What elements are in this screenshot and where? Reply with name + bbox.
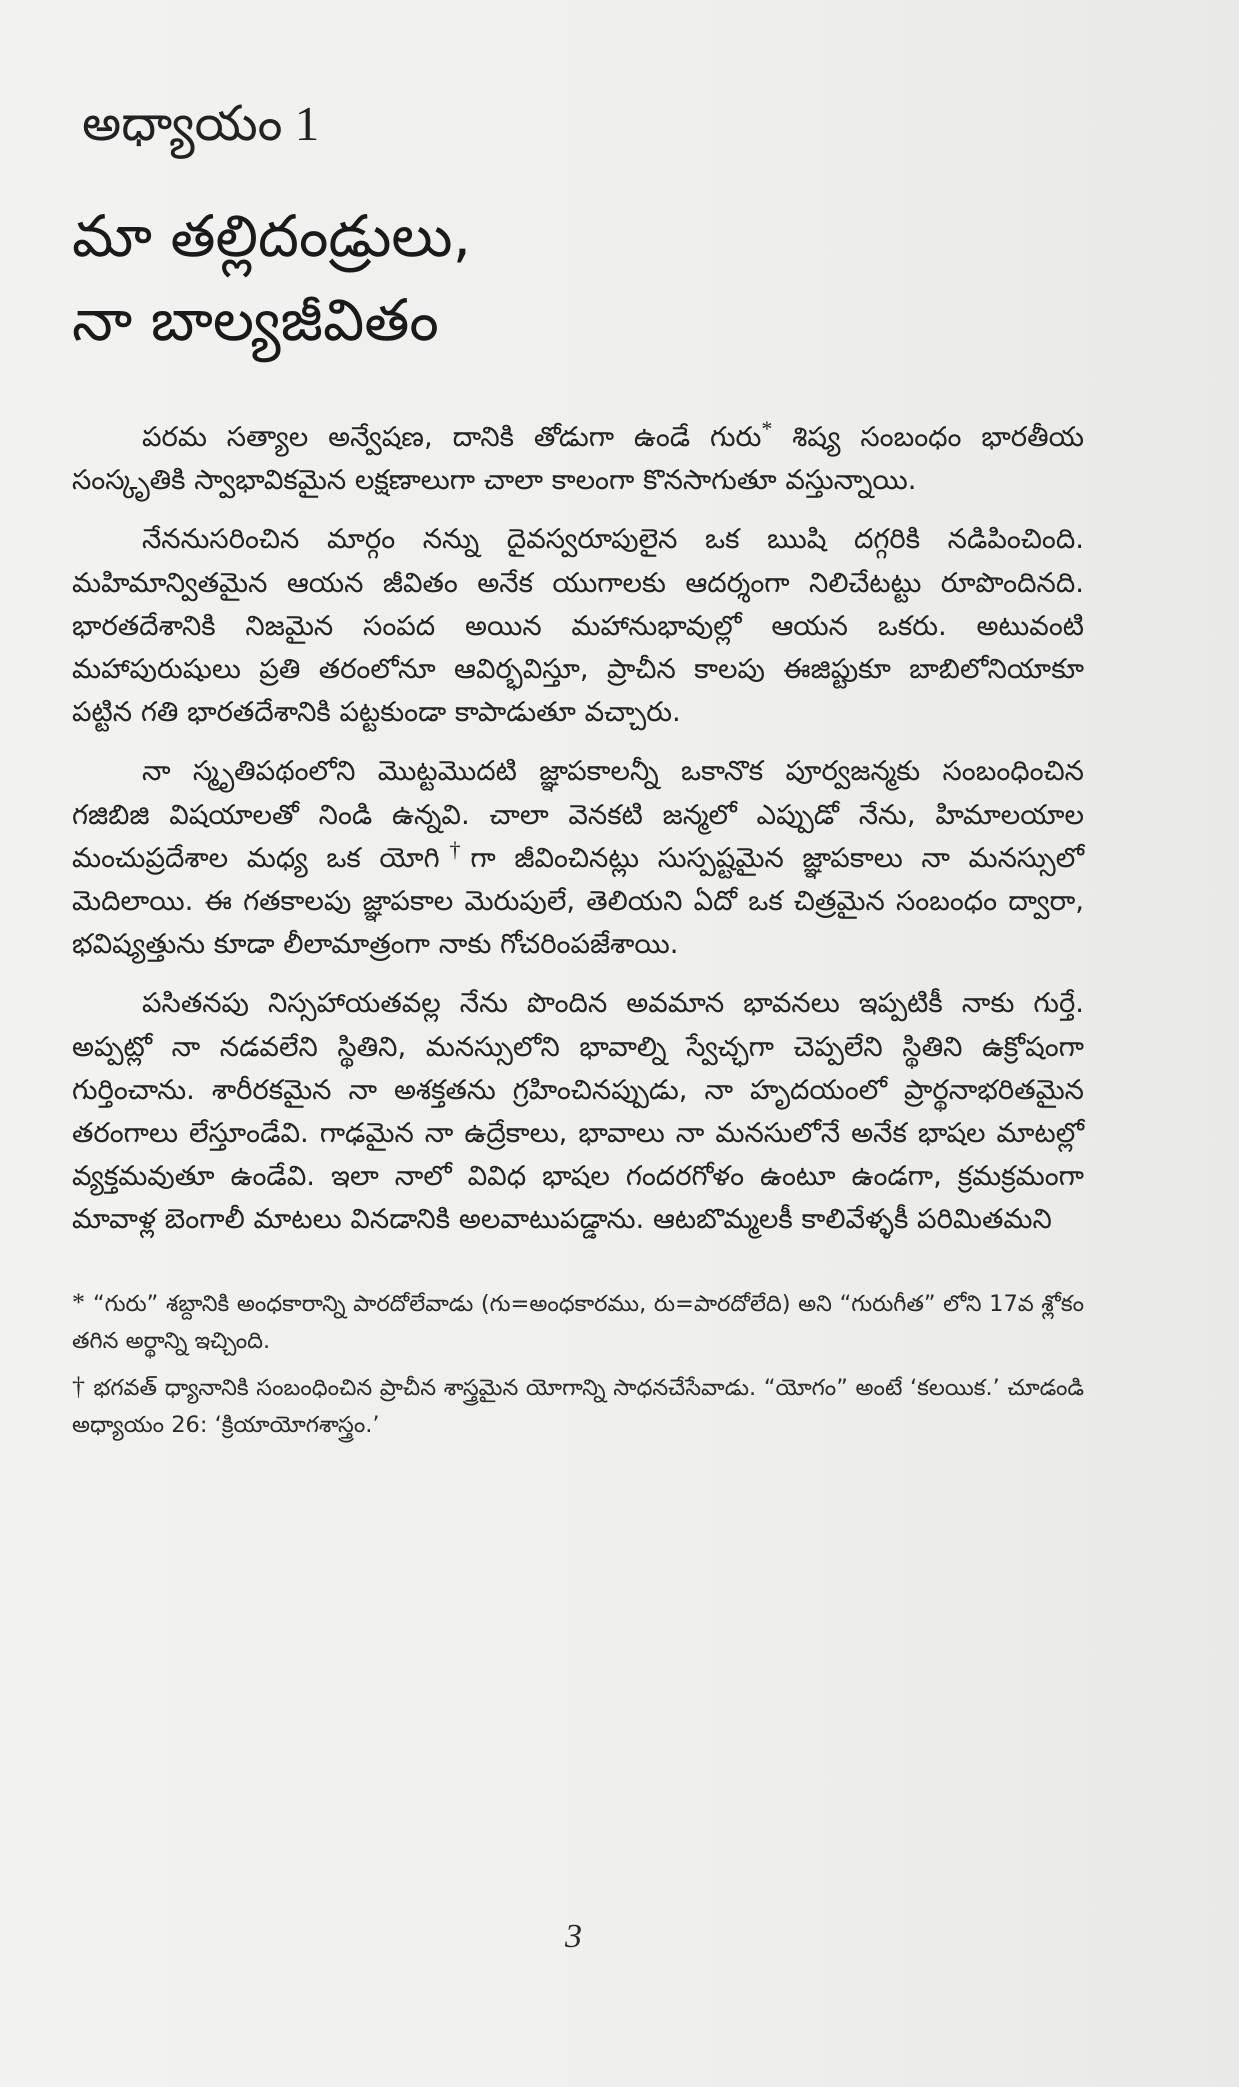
footnotes xyxy=(72,1284,1084,1444)
paragraph-2: నేననుసరించిన మార్గం నన్ను దైవస్వరూపులైన ఒక ఋషి దగ్గరికి నడిపించింది. మహిమాన్వితమైన ఆయన జీవితం అనేక యుగాలకు ఆదర్శంగా నిలిచేటట్టు రూపొందినది. భారతదేశానికి నిజమైన సంపద అయిన మహానుభావుల్లో ఆయన ఒకరు. అటువంటి మహాపురుషులు ప్రతి తరంలోనూ ఆవిర్భవిస్తూ, ప్రాచీన కాలపు ఈజిప్టుకూ బాబిలోనియాకూ పట్టిన గతి భారతదేశానికి పట్టకుండా కాపాడుతూ వచ్చారు. xyxy=(72,523,1084,729)
footnote-2-text: భగవత్ ధ్యానానికి సంబంధించిన ప్రాచీన శాస్త్రమైన యోగాన్ని సాధనచేసేవాడు. “యోగం” అంటే ‘కలయిక.’ చూడండి అధ్యాయం 26: ‘క్రియాయోగశాస్త్రం.’ xyxy=(72,1374,1085,1438)
footnote-ref-asterisk: * xyxy=(761,415,773,441)
chapter-body xyxy=(72,416,1084,1242)
footnote-ref-dagger: † xyxy=(439,836,471,862)
chapter-title-line-1: మా తల్లిదండ్రులు, xyxy=(72,202,472,270)
footnote-1 xyxy=(72,1284,1084,1360)
paragraph-4: పసితనపు నిస్సహాయతవల్ల నేను పొందిన అవమాన భావనలు ఇప్పటికీ నాకు గుర్తే. అప్పట్లో నా నడవలేని స్థితిని, మనస్సులోని భావాల్ని స్వేచ్ఛగా చెప్పలేని స్థితిని ఉక్రోషంగా గుర్తించాను. శారీరకమైన నా అశక్తతను గ్రహించినప్పుడు, నా హృదయంలో ప్రార్థనాభరితమైన తరంగాలు లేస్తూండేవి. గాఢమైన నా ఉద్రేకాలు, భావాలు నా మనసులోనే అనేక భాషల మాటల్లో వ్యక్తమవుతూ ఉండేవి. ఇలా నాలో వివిధ భాషల గందరగోళం ఉంటూ ఉండగా, క్రమక్రమంగా మావాళ్ల బెంగాలీ మాటలు వినడానికి అలవాటుపడ్డాను. ఆటబొమ్మలకీ కాలివేళ్ళకీ పరిమితమని xyxy=(72,987,1084,1236)
footnote-2 xyxy=(72,1368,1084,1444)
footnote-1-mark: * xyxy=(72,1287,85,1317)
chapter-title-line-2: నా బాల్యజీవితం xyxy=(72,286,439,354)
chapter-label: అధ్యాయం 1 xyxy=(82,96,320,151)
paragraph-1 xyxy=(72,416,1084,502)
paragraph-3-text-a: నా స్మృతిపథంలోని మొట్టమొదటి జ్ఞాపకాలన్నీ ఒకానొక పూర్వజన్మకు సంబంధించిన గజిబిజి విషయాలతో నిండి ఉన్నవి. చాలా వెనకటి జన్మలో ఎప్పుడో నేను, హిమాలయాల మంచుప్రదేశాల మధ్య ఒక యోగి xyxy=(72,755,1084,874)
footnote-2-mark: † xyxy=(72,1371,86,1401)
footnote-1-text: “గురు” శబ్దానికి అంధకారాన్ని పారదోలేవాడు (గు=అంధకారము, రు=పారదోలేది) అని “గురుగీత” లోని 17వ శ్లోకం తగిన అర్థాన్ని ఇచ్చింది. xyxy=(72,1290,1084,1354)
paragraph-1-text-b: శిష్య సంబంధం భారతీయ సంస్కృతికి స్వాభావికమైన లక్షణాలుగా చాలా కాలంగా కొనసాగుతూ వస్తున్నాయి. xyxy=(72,421,1084,497)
chapter-title xyxy=(72,194,1084,362)
paragraph-3-text-b: గా జీవించినట్లు సుస్పష్టమైన జ్ఞాపకాలు నా మనస్సులో మెదిలాయి. ఈ గతకాలపు జ్ఞాపకాల మెరుపులే, తెలియని ఏదో ఒక చిత్రమైన సంబంధం ద్వారా, భవిష్యత్తును కూడా లీలామాత్రంగా నాకు గోచరింపజేశాయి. xyxy=(72,841,1085,961)
paragraph-1-text-a: పరమ సత్యాల అన్వేషణ, దానికి తోడుగా ఉండే గురు xyxy=(142,421,762,453)
paragraph-3 xyxy=(72,750,1084,966)
page-number: 3 xyxy=(565,1918,582,1955)
